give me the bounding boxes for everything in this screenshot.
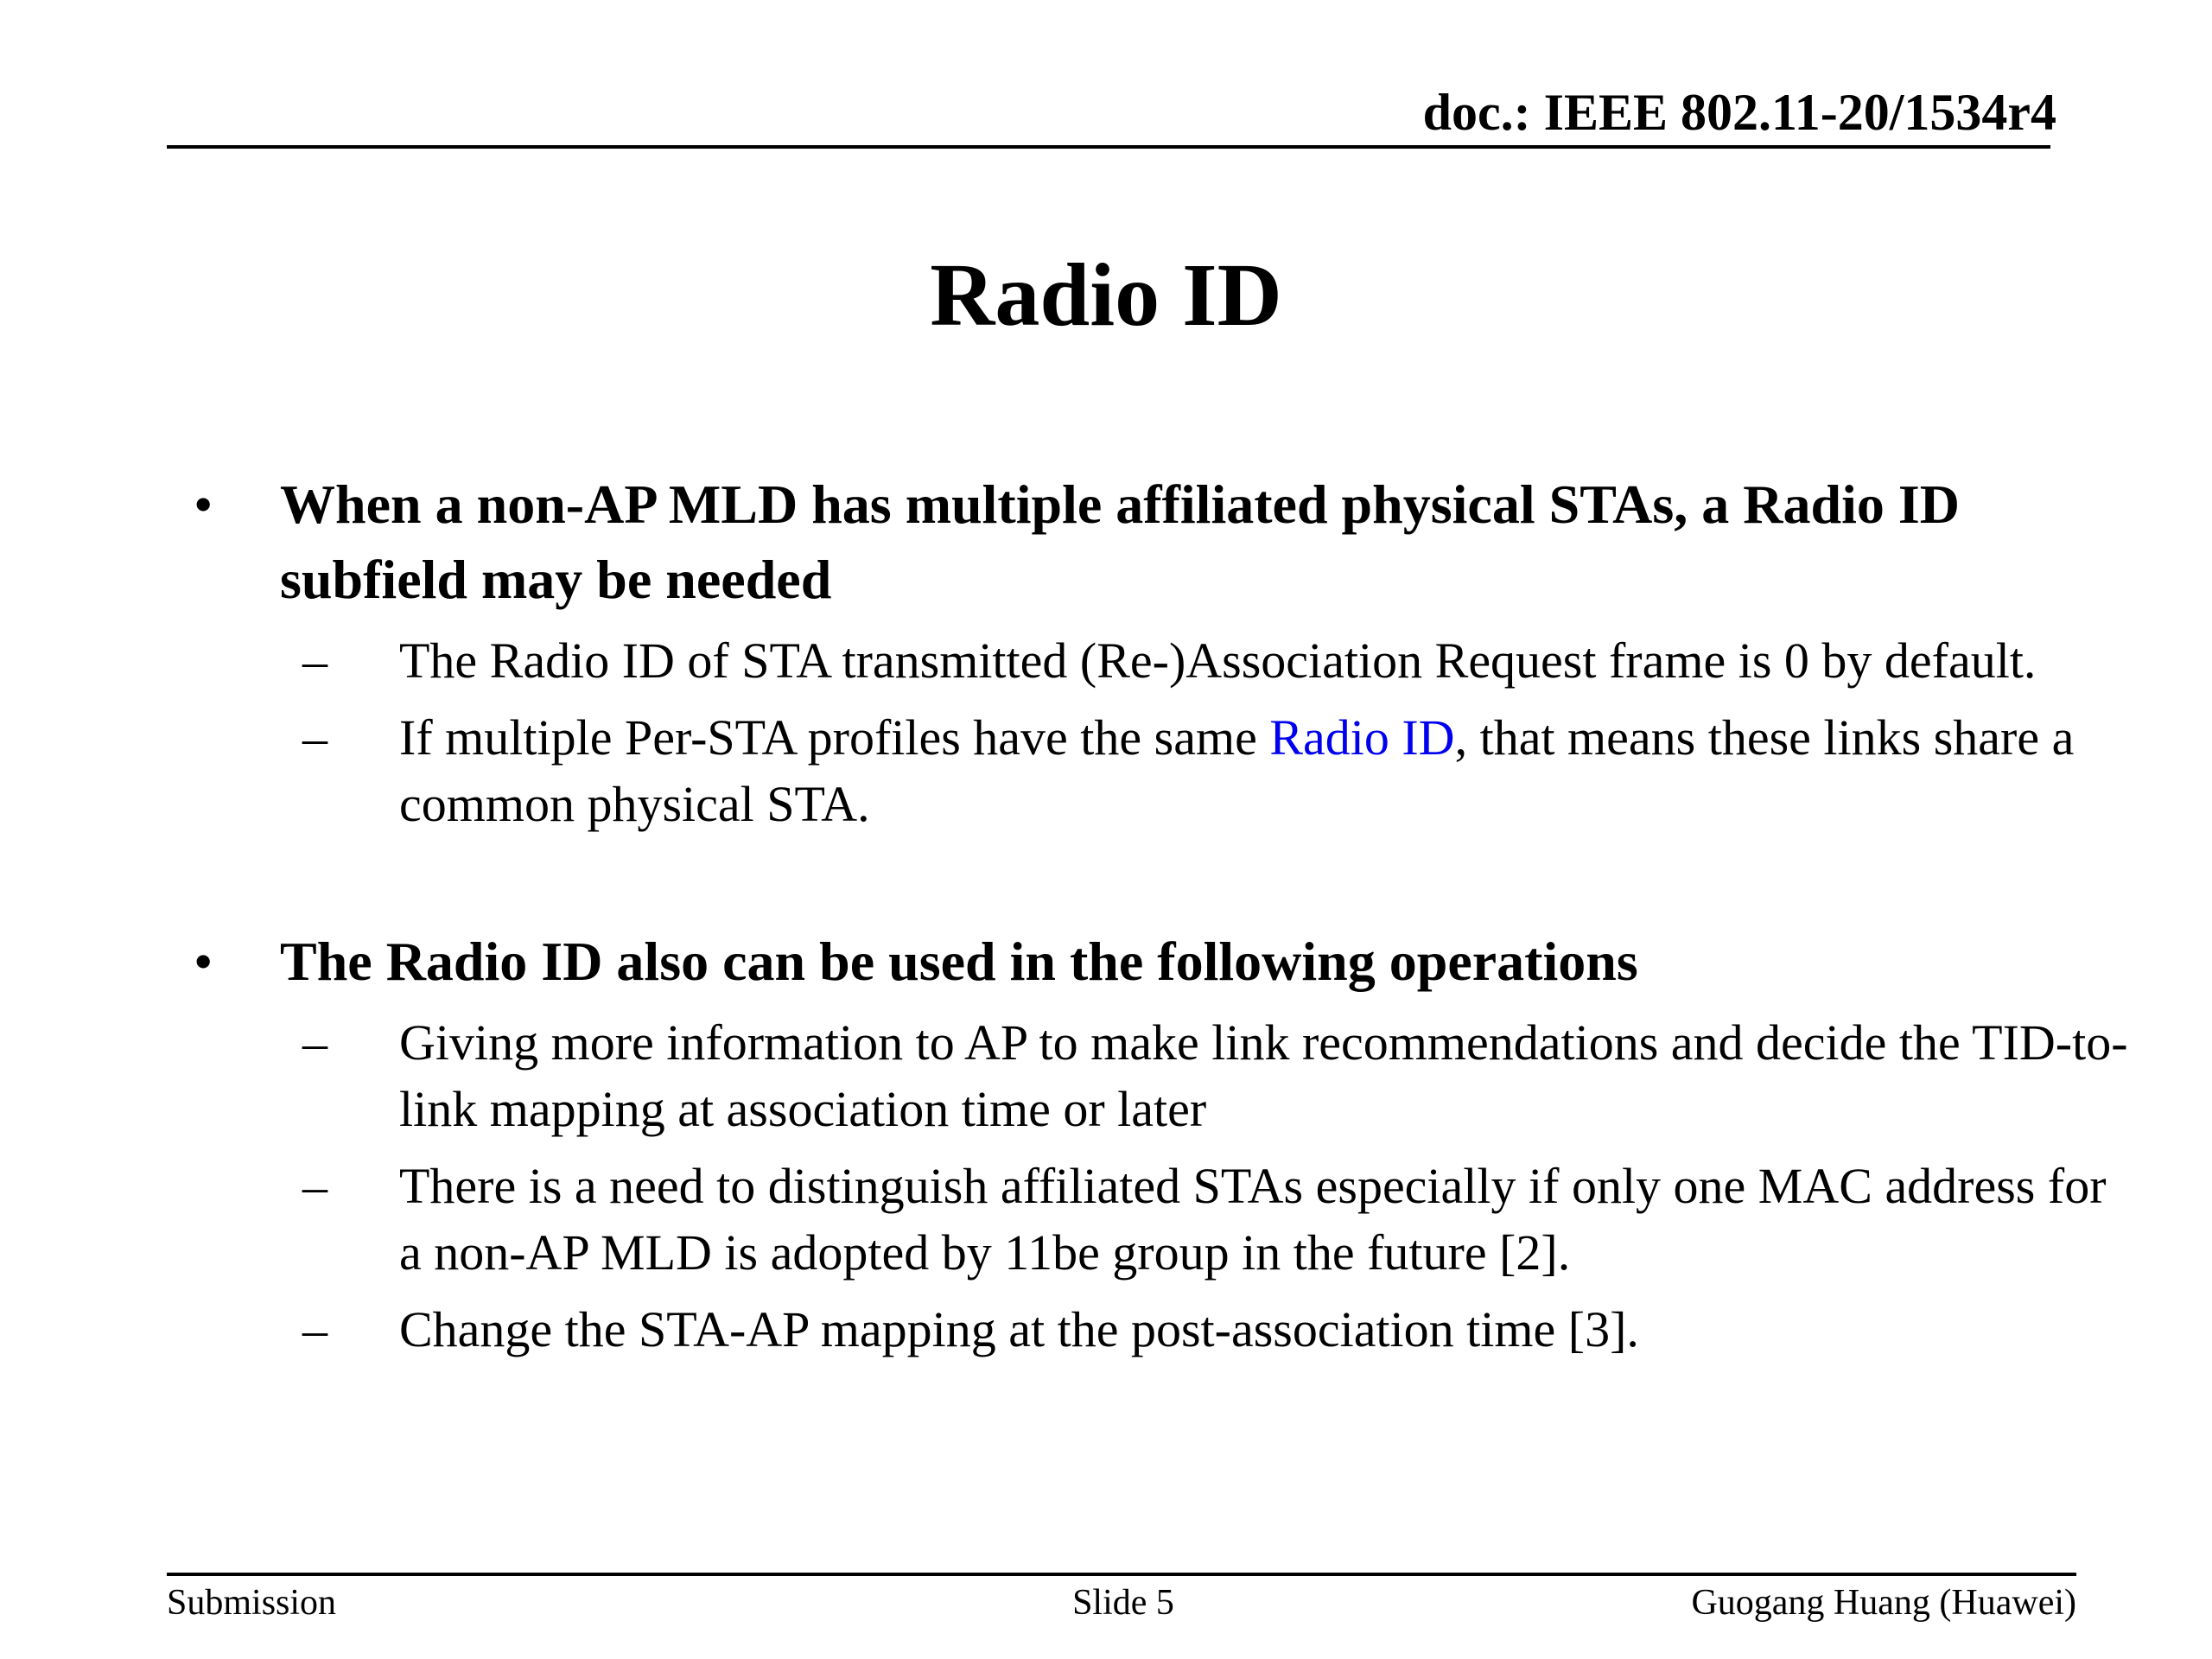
- sub-bullet-item: [190, 1009, 2134, 1142]
- bullet-text: The Radio ID also can be used in the following operations: [280, 931, 1638, 992]
- radio-id-link[interactable]: Radio ID: [1269, 709, 1455, 766]
- dash-icon: –: [302, 632, 327, 689]
- bullet-item: [190, 467, 2134, 617]
- sub-bullet-text: The Radio ID of STA transmitted (Re-)Association Request frame is 0 by default.: [399, 632, 2037, 689]
- footer-slide-number: Slide 5: [1072, 1583, 1174, 1623]
- sub-bullet-item: [190, 1153, 2134, 1286]
- footer-submission: Submission: [167, 1583, 337, 1623]
- footer-divider: [167, 1573, 2076, 1576]
- sub-bullet-text: Change the STA-AP mapping at the post-association time [3].: [399, 1301, 1639, 1357]
- dash-icon: –: [302, 1301, 327, 1357]
- sub-bullet-text-after: , that means these links share a common physical STA.: [399, 709, 2075, 832]
- bullet-icon: •: [194, 931, 213, 992]
- dash-icon: –: [302, 709, 327, 766]
- dash-icon: –: [302, 1014, 327, 1071]
- sub-bullet-item: [190, 1296, 2134, 1363]
- bullet-item: [190, 924, 2134, 999]
- sub-bullet-text-before: If multiple Per-STA profiles have the same: [399, 709, 1270, 766]
- slide-body: [190, 467, 2134, 1363]
- bullet-text: When a non-AP MLD has multiple affiliated physical STAs, a Radio ID subfield may be needed: [280, 474, 1960, 610]
- slide-title: Radio ID: [930, 245, 1282, 345]
- doc-id: doc.: IEEE 802.11-20/1534r4: [1422, 84, 2056, 141]
- bullet-icon: •: [194, 474, 213, 535]
- footer-author: Guogang Huang (Huawei): [1691, 1583, 2076, 1623]
- sub-bullet-text: [399, 704, 2134, 837]
- sub-bullet-text: There is a need to distinguish affiliated STAs especially if only one MAC address for a non-AP MLD is adopted by 11be group in the future [2].: [399, 1158, 2107, 1281]
- sub-bullet-text: Giving more information to AP to make link recommendations and decide the TID-to-link mapping at association time or later: [399, 1014, 2128, 1137]
- dash-icon: –: [302, 1158, 327, 1214]
- sub-bullet-item: [190, 627, 2134, 694]
- sub-bullet-item: [190, 704, 2134, 837]
- header-divider: [167, 145, 2050, 149]
